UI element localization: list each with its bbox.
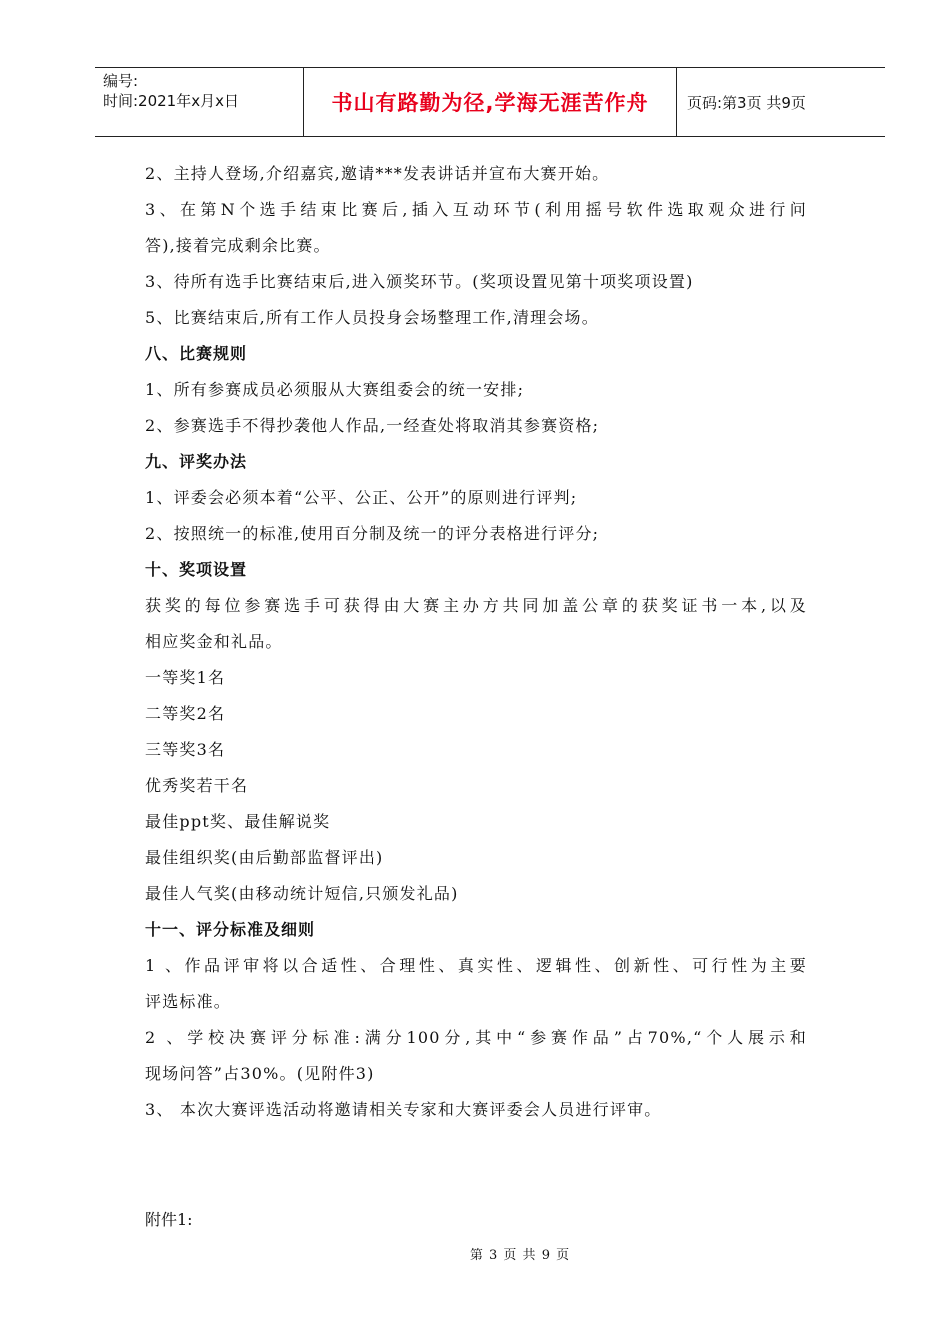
body-line: 5、比赛结束后,所有工作人员投身会场整理工作,清理会场。	[145, 308, 599, 327]
attachment-label: 附件1:	[145, 1210, 193, 1229]
body-line: 3、待所有选手比赛结束后,进入颁奖环节。(奖项设置见第十项奖项设置)	[145, 272, 694, 291]
footer-page-number: 第 3 页 共 9 页	[469, 1248, 571, 1263]
section-heading: 八、比赛规则	[145, 344, 248, 363]
body-line: 三等奖3名	[145, 740, 226, 759]
body-line: 2、参赛选手不得抄袭他人作品,一经查处将取消其参赛资格;	[145, 416, 600, 435]
body-line: 一等奖1名	[145, 668, 226, 687]
body-line: 现场问答”占30%。(见附件3)	[145, 1064, 375, 1083]
document-number-label: 编号:	[103, 72, 139, 90]
body-line: 最佳人气奖(由移动统计短信,只颁发礼品)	[145, 884, 459, 903]
section-heading: 十、奖项设置	[145, 560, 248, 579]
header-motto: 书山有路勤为径,学海无涯苦作舟	[303, 68, 677, 136]
body-line: 2、按照统一的标准,使用百分制及统一的评分表格进行评分;	[145, 524, 600, 543]
body-line: 2、主持人登场,介绍嘉宾,邀请***发表讲话并宣布大赛开始。	[145, 164, 610, 183]
body-line: 优秀奖若干名	[145, 776, 249, 795]
document-time-label: 时间:2021年x月x日	[103, 92, 239, 110]
body-line: 2 、学校决赛评分标准:满分100分,其中“参赛作品”占70%,“个人展示和	[145, 1028, 807, 1047]
body-line: 获奖的每位参赛选手可获得由大赛主办方共同加盖公章的获奖证书一本,以及	[145, 596, 807, 615]
body-line: 3、 本次大赛评选活动将邀请相关专家和大赛评委会人员进行评审。	[145, 1100, 662, 1119]
document-body	[145, 156, 807, 1128]
body-line: 最佳ppt奖、最佳解说奖	[145, 812, 331, 831]
body-line: 相应奖金和礼品。	[145, 632, 283, 651]
body-line: 答),接着完成剩余比赛。	[145, 236, 331, 255]
section-heading: 十一、评分标准及细则	[145, 920, 316, 939]
body-line: 1、所有参赛成员必须服从大赛组委会的统一安排;	[145, 380, 525, 399]
body-line: 最佳组织奖(由后勤部监督评出)	[145, 848, 384, 867]
page-footer	[0, 1244, 950, 1263]
body-line: 二等奖2名	[145, 704, 226, 723]
header-left-cell	[95, 68, 303, 136]
body-line: 评选标准。	[145, 992, 232, 1011]
body-line: 1 、作品评审将以合适性、合理性、真实性、逻辑性、创新性、可行性为主要	[145, 956, 807, 975]
page-header	[95, 67, 885, 137]
body-line: 1、评委会必须本着“公平、公正、公开”的原则进行评判;	[145, 488, 578, 507]
body-line: 3、在第N个选手结束比赛后,插入互动环节(利用摇号软件选取观众进行问	[145, 200, 807, 219]
section-heading: 九、评奖办法	[145, 452, 248, 471]
header-page-label: 页码:第3页 共9页	[687, 93, 806, 112]
